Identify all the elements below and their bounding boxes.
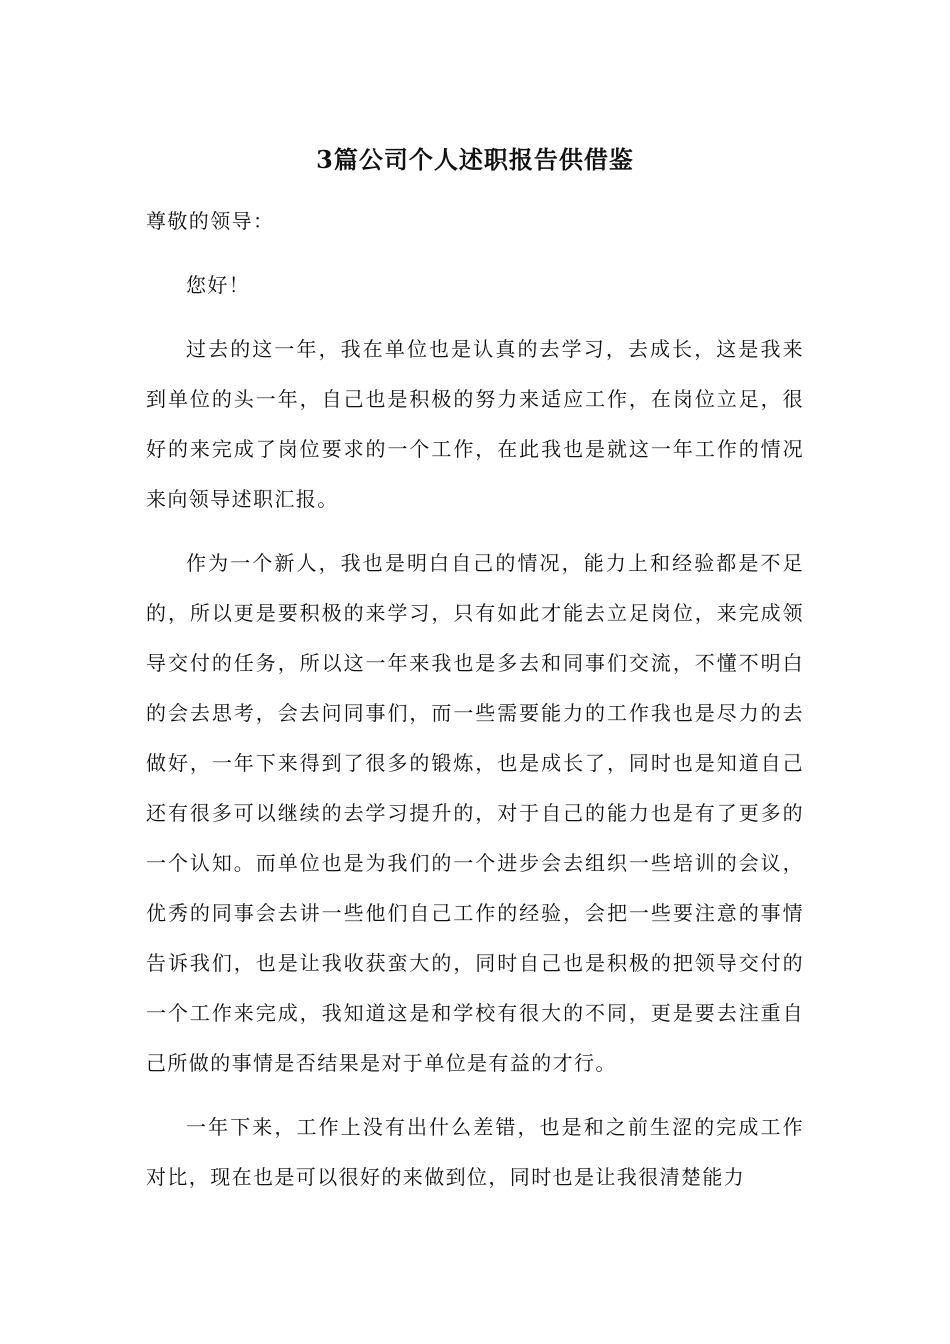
paragraph-greeting: 您好！ [186,273,251,297]
paragraph-summary: 一年下来，工作上没有出什么差错，也是和之前生涩的完成工作对比，现在也是可以很好的来做到位，同时也是让我很清楚能力 [146,1115,804,1189]
document-title: 3篇公司个人述职报告供借鉴 [316,145,634,174]
paragraph-learning: 作为一个新人，我也是明白自己的情况，能力上和经验都是不足的，所以更是要积极的来学习，只有如此才能去立足岗位，来完成领导交付的任务，所以这一年来我也是多去和同事们交流，不懂不明白的会去思考，会去问同事们，而一些需要能力的工作我也是尽力的去做好，一年下来得到了很多的锻炼，也是成长了，同时也是知道自己还有很多可以继续的去学习提升的，对于自己的能力也是有了更多的一个认知。而单位也是为我们的一个进步会去组织一些培训的会议，优秀的同事会去讲一些他们自己工作的经验，会把一些要注意的事情告诉我们，也是让我收获蛮大的，同时自己也是积极的把领导交付的一个工作来完成，我知道这是和学校有很大的不同，更是要去注重自己所做的事情是否结果是对于单位是有益的才行。 [146,551,804,1075]
salutation: 尊敬的领导： [146,209,275,233]
document-body [146,196,804,1202]
paragraph-intro: 过去的这一年，我在单位也是认真的去学习，去成长，这是我来到单位的头一年，自己也是积极的努力来适应工作，在岗位立足，很好的来完成了岗位要求的一个工作，在此我也是就这一年工作的情况来向领导述职汇报。 [146,337,804,511]
